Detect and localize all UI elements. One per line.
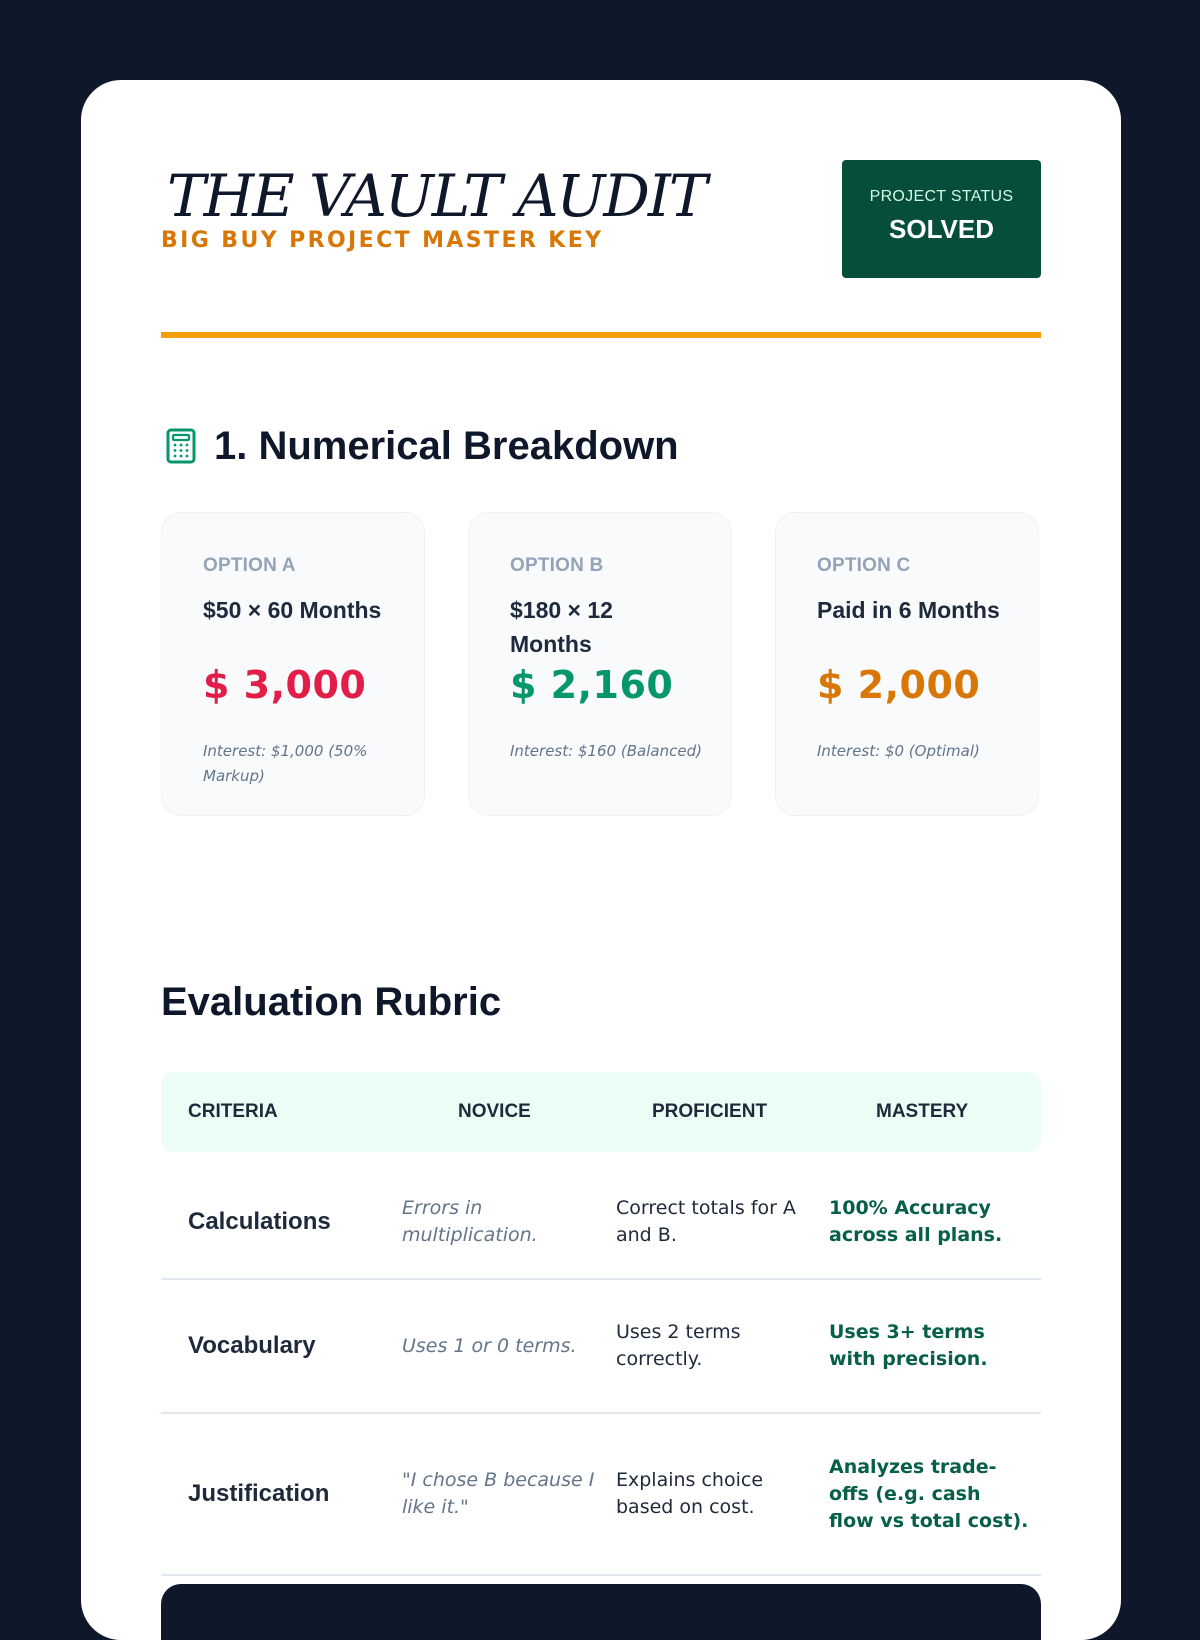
proficient-cell: Explains choice based on cost. xyxy=(616,1469,764,1518)
option-label: OPTION C xyxy=(817,555,911,576)
page-title: THE VAULT AUDIT xyxy=(167,162,706,230)
option-total: $ 3,000 xyxy=(203,663,367,707)
footer-panel xyxy=(161,1584,1041,1640)
header-divider xyxy=(161,332,1041,338)
status-label: PROJECT STATUS xyxy=(869,188,1014,205)
section-heading-numerical xyxy=(161,422,679,470)
table-row xyxy=(161,1414,1041,1576)
calculator-icon xyxy=(161,426,201,466)
criteria-cell: Justification xyxy=(188,1480,330,1507)
mastery-cell: 100% Accuracy across all plans. xyxy=(829,1197,1003,1246)
mastery-cell: Uses 3+ terms with precision. xyxy=(829,1321,988,1370)
option-total: $ 2,160 xyxy=(510,663,674,707)
option-cards xyxy=(161,512,1041,818)
page-subtitle: BIG BUY PROJECT MASTER KEY xyxy=(161,228,604,253)
novice-cell: "I chose B because I like it." xyxy=(402,1469,595,1518)
table-row xyxy=(161,1166,1041,1280)
mastery-cell: Analyzes trade-offs (e.g. cash flow vs total cost). xyxy=(829,1455,1029,1532)
option-total: $ 2,000 xyxy=(817,663,981,707)
column-header-proficient: PROFICIENT xyxy=(652,1101,768,1122)
column-header-criteria: CRITERIA xyxy=(188,1101,278,1122)
option-card-c xyxy=(775,512,1039,816)
option-interest-note: Interest: $1,000 (50% Markup) xyxy=(203,742,368,785)
column-header-novice: NOVICE xyxy=(458,1101,531,1122)
project-status-badge xyxy=(842,160,1041,278)
rubric-header-row xyxy=(161,1072,1041,1152)
option-label: OPTION A xyxy=(203,555,296,576)
proficient-cell: Uses 2 terms correctly. xyxy=(616,1321,741,1370)
novice-cell: Uses 1 or 0 terms. xyxy=(402,1334,577,1357)
status-value: SOLVED xyxy=(889,214,994,244)
option-description: $180 × 12 Months xyxy=(510,597,613,657)
criteria-cell: Vocabulary xyxy=(188,1332,316,1359)
option-card-b xyxy=(468,512,732,816)
audit-card xyxy=(81,80,1121,1640)
rubric-title: Evaluation Rubric xyxy=(161,980,502,1024)
option-interest-note: Interest: $0 (Optimal) xyxy=(817,742,980,760)
table-row xyxy=(161,1280,1041,1414)
option-description: $50 × 60 Months xyxy=(203,597,382,623)
option-card-a xyxy=(161,512,425,816)
criteria-cell: Calculations xyxy=(188,1208,331,1235)
option-description: Paid in 6 Months xyxy=(817,597,1000,623)
proficient-cell: Correct totals for A and B. xyxy=(616,1197,796,1246)
column-header-mastery: MASTERY xyxy=(876,1101,969,1122)
novice-cell: Errors in multiplication. xyxy=(402,1197,538,1246)
option-interest-note: Interest: $160 (Balanced) xyxy=(510,742,702,760)
option-label: OPTION B xyxy=(510,555,604,576)
section-title: 1. Numerical Breakdown xyxy=(214,423,679,468)
